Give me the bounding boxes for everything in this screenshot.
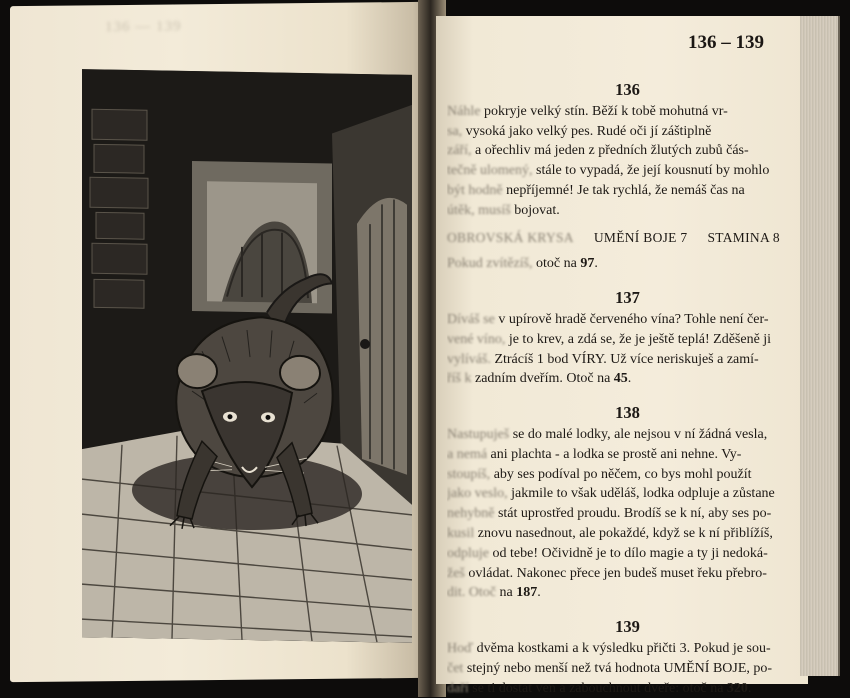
page-edges <box>800 16 840 676</box>
left-running-head: 136 — 139 <box>105 18 182 36</box>
text-column <box>447 80 780 698</box>
right-running-head: 136 – 139 <box>688 32 764 53</box>
section-number: 138 <box>615 403 640 423</box>
enemy-skill: UMĚNÍ BOJE 7 <box>593 229 688 245</box>
rat-illustration <box>82 69 412 643</box>
section-link[interactable]: 187 <box>516 585 538 601</box>
section-number: 139 <box>615 617 640 637</box>
section-link[interactable]: 45 <box>613 371 628 387</box>
enemy-stats <box>447 228 780 248</box>
section-outcome: Pokud zvítězíš, otoč na 97. <box>447 256 598 272</box>
section-number: 136 <box>615 80 640 99</box>
section-paragraph: Nastupuješ se do malé lodky, ale nejsou v ní žádná vesla, a nemá ani plachta - a lodka se prostě ani nehne. Vy- stoupíš, aby ses podíval po něčem, co bys mohl použít jako veslo, jakmile to však uděláš, lodka odpluje a zůstane nehybně stát uprostřed proudu. Brodíš se k ní, aby ses po- kusil znovu nasednout, ale pokaždé, když se k ní přiblížíš, odpluje od tebe! Očividně je to dílo magie a ty ji nedoká- žeš ovládat. Nakonec přece jen budeš muset řeku přebro- dit. Otoč na 187. <box>447 426 775 601</box>
enemy-name: OBROVSKÁ KRYSA <box>447 229 574 245</box>
section-link[interactable]: 320 <box>726 680 748 696</box>
section-paragraph: Náhle pokryje velký stín. Běží k tobě mohutná vr- sa, vysoká jako velký pes. Rudé oči jí záštiplně září, a ořechliv má jeden z předních žlutých zubů čás- tečně ulomený, stále to vypadá, že její kousnutí by mohlo být hodně nepříjemné! Je tak rychlá, že nemáš čas na útěk, musíš bojovat. <box>447 103 770 218</box>
enemy-stamina: STAMINA 8 <box>707 229 780 245</box>
section-link[interactable]: 97 <box>580 256 595 272</box>
section-paragraph: Díváš se v upírově hradě červeného vína? Tohle není čer- vené víno, je to krev, a zdá se, že je ještě teplá! Zděšeně ji vylíváš. Ztrácíš 1 bod VÍRY. Už více neriskuješ a zamí- říš k zadním dveřím. Otoč na 45. <box>447 311 772 387</box>
section-number: 137 <box>615 288 640 308</box>
section-paragraph: Hoď dvěma kostkami a k výsledku přičti 3. Pokud je sou- čet stejný nebo menší než tvá hodnota UMĚNÍ BOJE, po- daří se ti dostat ven a zabouchnout dveře: otoč na 320. <box>447 640 773 696</box>
